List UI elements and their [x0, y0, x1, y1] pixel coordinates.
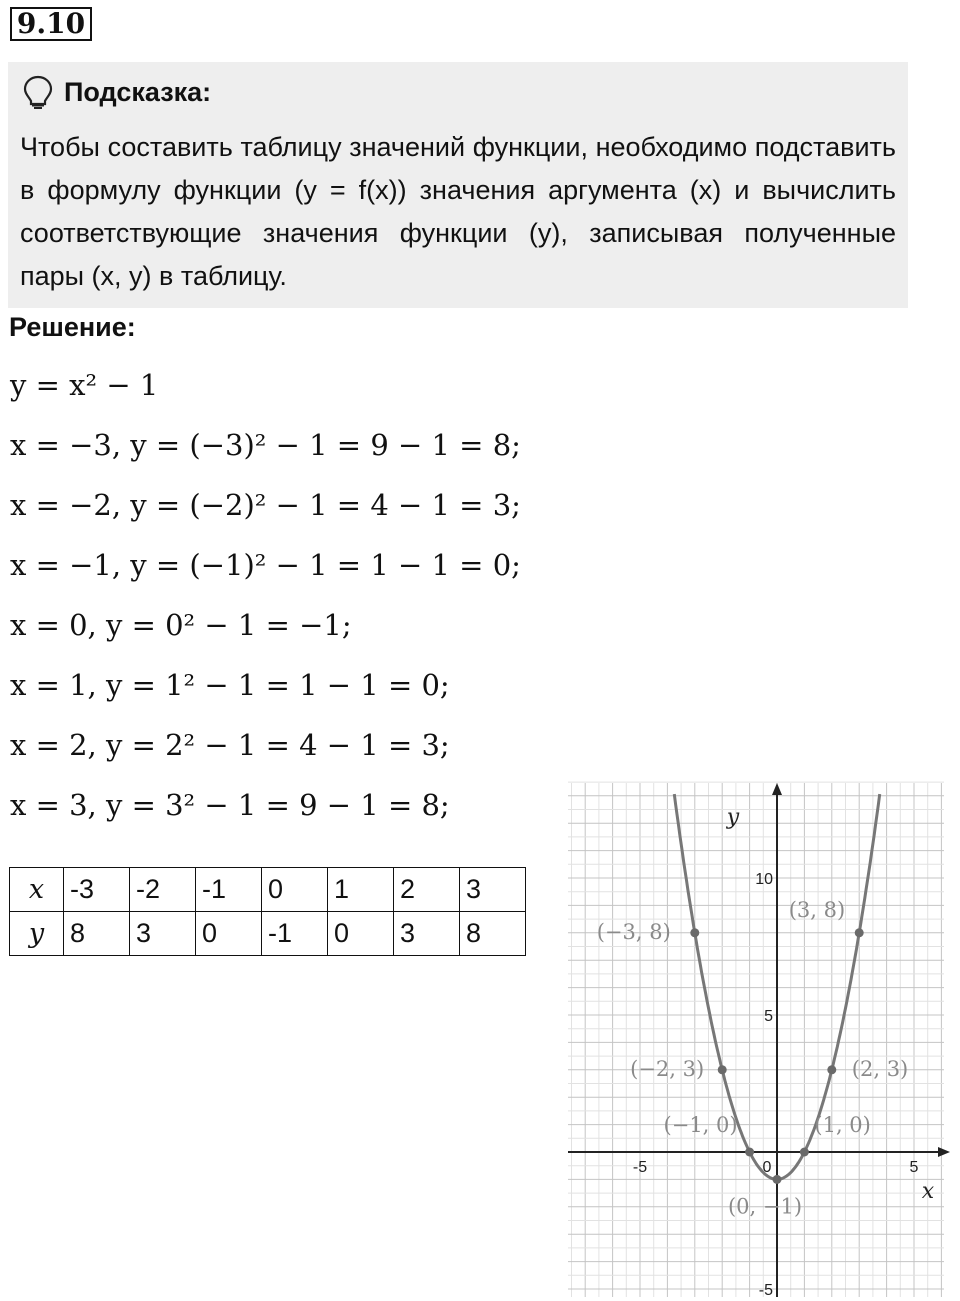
hint-box [8, 62, 908, 308]
formula-line: x = −1, y = (−1)² − 1 = 1 − 1 = 0; [10, 548, 521, 582]
y-axis-arrow-icon [772, 783, 782, 795]
y-tick-label: 5 [764, 1008, 773, 1025]
x-axis-label: x [921, 1179, 935, 1204]
point-label: (1, 0) [814, 1113, 871, 1137]
table-header-x: x [10, 868, 64, 912]
data-point [800, 1148, 809, 1157]
data-point [773, 1175, 782, 1184]
formula-line: x = 0, y = 0² − 1 = −1; [10, 608, 352, 642]
task-number: 9.10 [10, 7, 92, 41]
data-point [745, 1148, 754, 1157]
table-cell: -1 [196, 868, 262, 912]
lightbulb-icon [20, 74, 56, 110]
data-point [855, 928, 864, 937]
solution-title: Решение: [9, 312, 136, 342]
table-cell: 0 [262, 868, 328, 912]
x-tick-label: -5 [632, 1159, 648, 1176]
table-cell: 1 [328, 868, 394, 912]
x-tick-label: 0 [762, 1159, 772, 1176]
y-axis-label: y [726, 805, 740, 831]
point-label: (−1, 0) [663, 1113, 738, 1137]
hint-header [20, 72, 896, 112]
x-tick-label: 5 [909, 1159, 919, 1176]
table-cell: 2 [394, 868, 460, 912]
table-cell: 3 [394, 912, 460, 956]
table-cell: 3 [460, 868, 526, 912]
point-label: (0, −1) [727, 1194, 803, 1219]
function-graph [560, 775, 952, 1297]
data-point [690, 928, 699, 937]
formula-line: x = 2, y = 2² − 1 = 4 − 1 = 3; [10, 728, 450, 762]
hint-title: Подсказка: [64, 76, 212, 107]
point-label: (−2, 3) [630, 1056, 705, 1081]
formula-line: x = −3, y = (−3)² − 1 = 9 − 1 = 8; [10, 428, 521, 462]
data-point [827, 1065, 836, 1074]
table-cell: -1 [262, 912, 328, 956]
table-cell: 0 [328, 912, 394, 956]
y-tick-label: -5 [758, 1282, 773, 1297]
table-cell: 8 [460, 912, 526, 956]
table-header-y: y [10, 912, 64, 956]
table-cell: 0 [196, 912, 262, 956]
formula-line: x = 1, y = 1² − 1 = 1 − 1 = 0; [10, 668, 450, 702]
data-point [718, 1065, 727, 1074]
x-axis-arrow-icon [938, 1147, 950, 1157]
table-cell: -2 [130, 868, 196, 912]
table-cell: 3 [130, 912, 196, 956]
formula-line: x = 3, y = 3² − 1 = 9 − 1 = 8; [10, 788, 450, 822]
hint-text: Чтобы составить таблицу значений функции, необходимо подставить в формулу функции (y = f(x)) значения аргумента (x) и вычислить соответствующие значения функции (y), записывая полученные пары (x, y) в таблицу. [20, 132, 896, 291]
point-label: (−3, 8) [596, 919, 671, 944]
point-label: (3, 8) [788, 897, 846, 922]
values-table [9, 867, 526, 956]
table-row-y [10, 912, 526, 956]
table-row-x [10, 868, 526, 912]
table-cell: 8 [64, 912, 130, 956]
formula-line: y = x² − 1 [10, 368, 159, 402]
y-tick-label: 10 [755, 871, 773, 888]
formula-line: x = −2, y = (−2)² − 1 = 4 − 1 = 3; [10, 488, 521, 522]
point-label: (2, 3) [851, 1056, 909, 1081]
table-cell: -3 [64, 868, 130, 912]
